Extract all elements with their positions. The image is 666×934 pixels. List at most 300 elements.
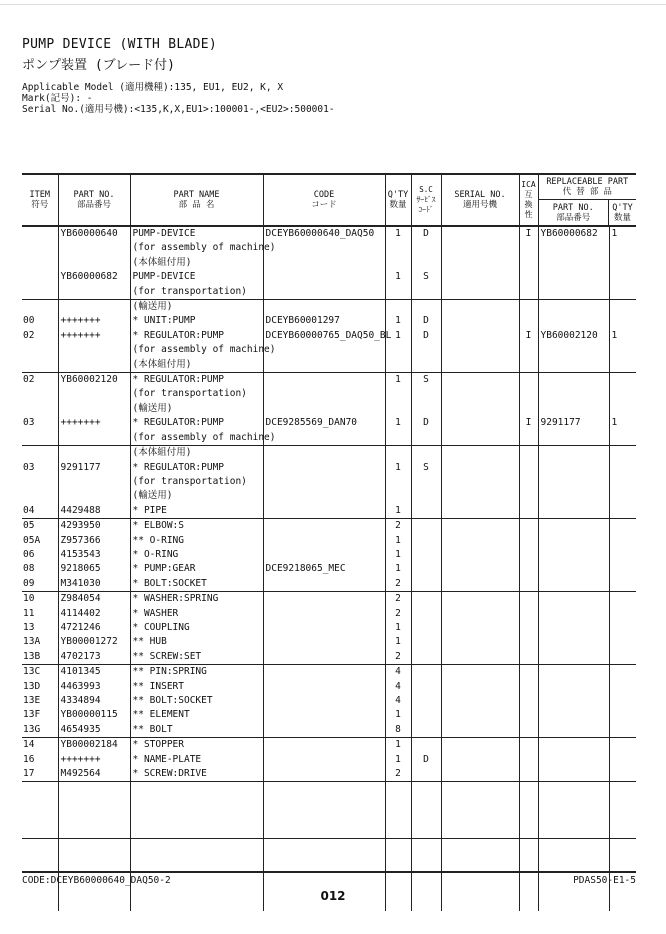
service-code-cell bbox=[411, 387, 441, 401]
item-cell: 13D bbox=[23, 680, 41, 692]
code-cell bbox=[263, 592, 385, 607]
replaceable-qty-cell bbox=[609, 548, 636, 562]
part-no-cell bbox=[58, 300, 130, 315]
service-code-cell: D bbox=[411, 314, 441, 328]
replaceable-qty-cell: 1 bbox=[609, 226, 636, 241]
table-header bbox=[22, 174, 636, 226]
ica-cell bbox=[519, 402, 538, 416]
service-code-cell bbox=[411, 650, 441, 665]
qty-cell bbox=[385, 241, 411, 255]
part-no-cell: 4153543 bbox=[58, 548, 130, 562]
service-code-cell bbox=[411, 343, 441, 357]
code-cell bbox=[263, 782, 385, 839]
code-cell bbox=[263, 461, 385, 475]
part-name-cell: ** BOLT:SOCKET bbox=[130, 694, 263, 708]
item-cell: 06 bbox=[23, 548, 35, 560]
service-code-cell: S bbox=[411, 373, 441, 388]
replaceable-qty-cell bbox=[609, 650, 636, 665]
ica-cell bbox=[519, 446, 538, 461]
qty-cell: 1 bbox=[385, 373, 411, 388]
replaceable-qty-cell bbox=[609, 314, 636, 328]
ica-cell: I bbox=[519, 226, 538, 241]
qty-cell bbox=[385, 285, 411, 300]
part-no-cell: 4334894 bbox=[58, 694, 130, 708]
ica-cell bbox=[519, 504, 538, 519]
qty-cell: 4 bbox=[385, 680, 411, 694]
ica-cell bbox=[519, 592, 538, 607]
replaceable-part-cell bbox=[538, 635, 609, 649]
service-code-cell bbox=[411, 680, 441, 694]
table-row bbox=[22, 592, 636, 607]
replaceable-part-cell bbox=[538, 534, 609, 548]
code-cell bbox=[263, 256, 385, 270]
replaceable-part-cell bbox=[538, 475, 609, 489]
replaceable-part-cell bbox=[538, 607, 609, 621]
code-cell bbox=[263, 723, 385, 738]
ica-cell bbox=[519, 461, 538, 475]
part-name-cell: ** INSERT bbox=[130, 680, 263, 694]
service-code-cell: D bbox=[411, 753, 441, 767]
service-code-cell bbox=[411, 738, 441, 753]
serial-no-cell bbox=[441, 373, 519, 388]
code-cell bbox=[263, 767, 385, 782]
item-cell: 04 bbox=[23, 504, 35, 516]
item-cell bbox=[22, 358, 58, 373]
item-cell: 13F bbox=[23, 709, 41, 721]
part-name-cell: (for transportation) bbox=[130, 285, 263, 300]
replaceable-qty-cell bbox=[609, 592, 636, 607]
serial-no-cell bbox=[441, 475, 519, 489]
part-no-cell bbox=[58, 241, 130, 255]
table-row bbox=[22, 694, 636, 708]
part-name-cell: * WASHER:SPRING bbox=[130, 592, 263, 607]
service-code-cell bbox=[411, 256, 441, 270]
part-no-cell: 4654935 bbox=[58, 723, 130, 738]
item-cell bbox=[22, 782, 58, 839]
serial-no-cell bbox=[441, 577, 519, 592]
part-name-cell: * O-RING bbox=[130, 548, 263, 562]
table-row bbox=[22, 402, 636, 416]
qty-cell: 1 bbox=[385, 753, 411, 767]
col-serial-no: SERIAL NO. 適用号機 bbox=[441, 174, 519, 226]
part-no-cell: Z957366 bbox=[58, 534, 130, 548]
ica-cell bbox=[519, 431, 538, 446]
replaceable-qty-cell bbox=[609, 489, 636, 503]
service-code-cell bbox=[411, 562, 441, 576]
qty-cell: 1 bbox=[385, 270, 411, 284]
serial-no-cell bbox=[441, 285, 519, 300]
service-code-cell bbox=[411, 402, 441, 416]
part-no-cell bbox=[58, 402, 130, 416]
ica-cell bbox=[519, 300, 538, 315]
service-code-cell bbox=[411, 504, 441, 519]
part-name-cell: * UNIT:PUMP bbox=[130, 314, 263, 328]
part-no-cell: Z984054 bbox=[58, 592, 130, 607]
serial-no-cell bbox=[441, 680, 519, 694]
item-cell bbox=[22, 402, 58, 416]
service-code-cell: D bbox=[411, 329, 441, 343]
code-cell bbox=[263, 665, 385, 680]
part-no-cell: 4702173 bbox=[58, 650, 130, 665]
code-cell bbox=[263, 621, 385, 635]
item-cell: 05 bbox=[22, 519, 58, 534]
bottom-rule bbox=[22, 871, 636, 873]
part-no-cell: M341030 bbox=[58, 577, 130, 592]
item-cell: 13B bbox=[23, 650, 41, 662]
code-cell bbox=[263, 270, 385, 284]
part-name-cell: (for assembly of machine) bbox=[130, 343, 263, 357]
replaceable-part-cell bbox=[538, 650, 609, 665]
replaceable-part-cell bbox=[538, 680, 609, 694]
item-cell: 08 bbox=[23, 563, 35, 575]
code-cell bbox=[263, 373, 385, 388]
serial-no-cell bbox=[441, 753, 519, 767]
code-cell bbox=[263, 241, 385, 255]
code-cell bbox=[263, 680, 385, 694]
replaceable-qty-cell bbox=[609, 782, 636, 839]
table-row bbox=[22, 782, 636, 839]
service-code-cell bbox=[411, 446, 441, 461]
part-name-cell bbox=[130, 782, 263, 839]
qty-cell: 1 bbox=[385, 226, 411, 241]
serial-line: Serial No.(適用号機):<135,K,X,EU1>:100001-,<EU2>:500001- bbox=[22, 104, 335, 115]
table-row bbox=[22, 387, 636, 401]
serial-no-cell bbox=[441, 548, 519, 562]
qty-cell: 1 bbox=[385, 314, 411, 328]
item-cell: 10 bbox=[22, 592, 58, 607]
item-cell: 09 bbox=[23, 577, 35, 589]
code-cell: DCEYB60000765_DAQ50_BL bbox=[263, 329, 385, 343]
table-row bbox=[22, 446, 636, 461]
replaceable-part-cell bbox=[538, 343, 609, 357]
replaceable-part-cell bbox=[538, 577, 609, 592]
replaceable-qty-cell bbox=[609, 607, 636, 621]
item-cell: 00 bbox=[23, 315, 35, 327]
part-no-cell: +++++++ bbox=[58, 314, 130, 328]
item-cell bbox=[22, 300, 58, 315]
item-cell: 13C bbox=[22, 665, 58, 680]
part-name-cell: PUMP-DEVICE bbox=[130, 226, 263, 241]
table-row bbox=[22, 504, 636, 519]
replaceable-qty-cell bbox=[609, 504, 636, 519]
part-no-cell: M492564 bbox=[58, 767, 130, 782]
col-item: ITEM 符号 bbox=[22, 174, 58, 226]
code-cell bbox=[263, 431, 385, 446]
code-cell bbox=[263, 300, 385, 315]
serial-no-cell bbox=[441, 489, 519, 503]
part-name-cell: * REGULATOR:PUMP bbox=[130, 329, 263, 343]
replaceable-part-cell bbox=[538, 402, 609, 416]
serial-no-cell bbox=[441, 387, 519, 401]
code-cell bbox=[263, 753, 385, 767]
service-code-cell bbox=[411, 708, 441, 722]
replaceable-qty-cell bbox=[609, 402, 636, 416]
item-cell bbox=[22, 285, 58, 300]
replaceable-part-cell bbox=[538, 387, 609, 401]
serial-no-cell bbox=[441, 607, 519, 621]
part-name-cell: (輸送用) bbox=[130, 300, 263, 315]
serial-no-cell bbox=[441, 504, 519, 519]
part-name-cell: * BOLT:SOCKET bbox=[130, 577, 263, 592]
replaceable-qty-cell bbox=[609, 300, 636, 315]
replaceable-qty-cell bbox=[609, 577, 636, 592]
table-row bbox=[22, 577, 636, 592]
table-row bbox=[22, 358, 636, 373]
code-cell bbox=[263, 694, 385, 708]
serial-no-cell bbox=[441, 314, 519, 328]
part-no-cell: YB00002184 bbox=[58, 738, 130, 753]
replaceable-part-cell bbox=[538, 314, 609, 328]
code-cell bbox=[263, 358, 385, 373]
service-code-cell bbox=[411, 475, 441, 489]
replaceable-part-cell bbox=[538, 592, 609, 607]
service-code-cell bbox=[411, 665, 441, 680]
item-cell bbox=[22, 489, 58, 503]
item-cell: 03 bbox=[23, 417, 35, 429]
ica-cell bbox=[519, 607, 538, 621]
qty-cell bbox=[385, 431, 411, 446]
replaceable-qty-cell: 1 bbox=[609, 329, 636, 343]
qty-cell: 2 bbox=[385, 767, 411, 782]
serial-no-cell bbox=[441, 402, 519, 416]
serial-no-cell bbox=[441, 767, 519, 782]
serial-no-cell bbox=[441, 738, 519, 753]
replaceable-part-cell bbox=[538, 489, 609, 503]
serial-no-cell bbox=[441, 241, 519, 255]
part-no-cell: 4114402 bbox=[58, 607, 130, 621]
part-name-cell: * ELBOW:S bbox=[130, 519, 263, 534]
service-code-cell bbox=[411, 782, 441, 839]
serial-no-cell bbox=[441, 270, 519, 284]
part-name-cell: ** BOLT bbox=[130, 723, 263, 738]
replaceable-qty-cell bbox=[609, 753, 636, 767]
ica-cell bbox=[519, 241, 538, 255]
qty-cell: 4 bbox=[385, 694, 411, 708]
replaceable-part-cell bbox=[538, 694, 609, 708]
qty-cell: 8 bbox=[385, 723, 411, 738]
col-replaceable-part: REPLACEABLE PART 代 替 部 品 PART NO. 部品番号 Q'TY 数量 bbox=[538, 174, 636, 226]
service-code-cell bbox=[411, 548, 441, 562]
part-no-cell: 4721246 bbox=[58, 621, 130, 635]
part-name-cell: (本体組付用) bbox=[130, 446, 263, 461]
serial-no-cell bbox=[441, 329, 519, 343]
col-service-code: S.C ｻｰﾋﾞｽ ｺｰﾄﾞ bbox=[411, 174, 441, 226]
replaceable-part-cell bbox=[538, 300, 609, 315]
ica-cell bbox=[519, 256, 538, 270]
ica-cell bbox=[519, 738, 538, 753]
service-code-cell: D bbox=[411, 416, 441, 430]
serial-no-cell bbox=[441, 650, 519, 665]
replaceable-qty-cell: 1 bbox=[609, 416, 636, 430]
part-name-cell: (for assembly of machine) bbox=[130, 241, 263, 255]
qty-cell bbox=[385, 402, 411, 416]
part-no-cell: +++++++ bbox=[58, 329, 130, 343]
code-cell: DCEYB60001297 bbox=[263, 314, 385, 328]
replaceable-part-cell bbox=[538, 562, 609, 576]
table-row bbox=[22, 767, 636, 782]
table-row bbox=[22, 562, 636, 576]
table-row bbox=[22, 738, 636, 753]
ica-cell bbox=[519, 782, 538, 839]
part-name-cell: * PIPE bbox=[130, 504, 263, 519]
service-code-cell bbox=[411, 592, 441, 607]
qty-cell: 1 bbox=[385, 329, 411, 343]
table-row bbox=[22, 607, 636, 621]
footer-code: CODE:DCEYB60000640_DAQ50-2 bbox=[22, 875, 171, 886]
replaceable-qty-cell bbox=[609, 256, 636, 270]
replaceable-qty-cell bbox=[609, 534, 636, 548]
replaceable-part-cell bbox=[538, 373, 609, 388]
replaceable-part-cell bbox=[538, 782, 609, 839]
replaceable-part-cell: YB60000682 bbox=[538, 226, 609, 241]
part-no-cell bbox=[58, 475, 130, 489]
table-row bbox=[22, 534, 636, 548]
part-name-cell: ** PIN:SPRING bbox=[130, 665, 263, 680]
code-cell bbox=[263, 635, 385, 649]
part-no-cell: +++++++ bbox=[58, 753, 130, 767]
service-code-cell bbox=[411, 519, 441, 534]
part-no-cell: 4463993 bbox=[58, 680, 130, 694]
code-cell bbox=[263, 738, 385, 753]
ica-cell bbox=[519, 665, 538, 680]
table-row bbox=[22, 475, 636, 489]
part-name-cell: * STOPPER bbox=[130, 738, 263, 753]
table-row bbox=[22, 256, 636, 270]
serial-no-cell bbox=[441, 446, 519, 461]
replaceable-qty-cell bbox=[609, 767, 636, 782]
service-code-cell bbox=[411, 285, 441, 300]
mark-line: Mark(記号): - bbox=[22, 93, 93, 104]
qty-cell: 1 bbox=[385, 548, 411, 562]
part-name-cell: * WASHER bbox=[130, 607, 263, 621]
qty-cell: 2 bbox=[385, 577, 411, 592]
part-no-cell: YB60002120 bbox=[58, 373, 130, 388]
qty-cell: 1 bbox=[385, 635, 411, 649]
item-cell: 02 bbox=[22, 373, 58, 388]
part-no-cell bbox=[58, 782, 130, 839]
serial-no-cell bbox=[441, 416, 519, 430]
replaceable-part-cell bbox=[538, 519, 609, 534]
part-no-cell: 9218065 bbox=[58, 562, 130, 576]
replaceable-qty-cell bbox=[609, 680, 636, 694]
part-name-cell: ** HUB bbox=[130, 635, 263, 649]
parts-table bbox=[22, 173, 636, 911]
service-code-cell bbox=[411, 694, 441, 708]
col-code: CODE コード bbox=[263, 174, 385, 226]
service-code-cell bbox=[411, 577, 441, 592]
table-row bbox=[22, 519, 636, 534]
code-cell bbox=[263, 489, 385, 503]
qty-cell: 1 bbox=[385, 708, 411, 722]
part-no-cell: YB00000115 bbox=[58, 708, 130, 722]
table-row bbox=[22, 621, 636, 635]
service-code-cell bbox=[411, 607, 441, 621]
ica-cell: I bbox=[519, 416, 538, 430]
table-row bbox=[22, 680, 636, 694]
serial-no-cell bbox=[441, 519, 519, 534]
serial-no-cell bbox=[441, 562, 519, 576]
qty-cell: 2 bbox=[385, 650, 411, 665]
qty-cell: 2 bbox=[385, 592, 411, 607]
qty-cell: 1 bbox=[385, 416, 411, 430]
part-no-cell bbox=[58, 446, 130, 461]
replaceable-qty-cell bbox=[609, 708, 636, 722]
code-cell bbox=[263, 387, 385, 401]
page-number: 012 bbox=[320, 889, 346, 903]
replaceable-qty-cell bbox=[609, 738, 636, 753]
applicable-model: Applicable Model (適用機種):135, EU1, EU2, K, X bbox=[22, 82, 284, 93]
ica-cell bbox=[519, 387, 538, 401]
ica-cell bbox=[519, 489, 538, 503]
replaceable-part-cell bbox=[538, 621, 609, 635]
replaceable-part-cell bbox=[538, 270, 609, 284]
item-cell: 11 bbox=[23, 607, 35, 619]
replaceable-part-cell bbox=[538, 767, 609, 782]
serial-no-cell bbox=[441, 694, 519, 708]
replaceable-qty-cell bbox=[609, 519, 636, 534]
part-name-cell: ** ELEMENT bbox=[130, 708, 263, 722]
qty-cell bbox=[385, 358, 411, 373]
replaceable-qty-cell bbox=[609, 387, 636, 401]
serial-no-cell bbox=[441, 708, 519, 722]
qty-cell bbox=[385, 387, 411, 401]
ica-cell bbox=[519, 635, 538, 649]
part-name-cell: * REGULATOR:PUMP bbox=[130, 461, 263, 475]
qty-cell: 1 bbox=[385, 621, 411, 635]
replaceable-part-cell bbox=[538, 461, 609, 475]
table-row bbox=[22, 650, 636, 665]
item-cell bbox=[22, 270, 58, 284]
ica-cell bbox=[519, 343, 538, 357]
replaceable-qty-cell bbox=[609, 635, 636, 649]
replaceable-part-cell bbox=[538, 241, 609, 255]
item-cell: 13 bbox=[23, 621, 35, 633]
service-code-cell: S bbox=[411, 461, 441, 475]
ica-cell bbox=[519, 548, 538, 562]
replaceable-part-cell bbox=[538, 446, 609, 461]
table-row bbox=[22, 461, 636, 475]
ica-cell bbox=[519, 562, 538, 576]
item-cell: 13A bbox=[23, 636, 41, 648]
item-cell bbox=[22, 241, 58, 255]
part-no-cell bbox=[58, 358, 130, 373]
replaceable-qty-cell bbox=[609, 461, 636, 475]
ica-cell bbox=[519, 577, 538, 592]
ica-cell bbox=[519, 373, 538, 388]
part-name-cell: (for assembly of machine) bbox=[130, 431, 263, 446]
part-no-cell bbox=[58, 387, 130, 401]
ica-cell bbox=[519, 519, 538, 534]
code-cell bbox=[263, 607, 385, 621]
item-cell bbox=[22, 475, 58, 489]
qty-cell: 1 bbox=[385, 504, 411, 519]
part-no-cell: YB00001272 bbox=[58, 635, 130, 649]
part-no-cell bbox=[58, 256, 130, 270]
code-cell bbox=[263, 534, 385, 548]
service-code-cell bbox=[411, 489, 441, 503]
replaceable-part-cell bbox=[538, 723, 609, 738]
replaceable-qty-cell bbox=[609, 343, 636, 357]
ica-cell bbox=[519, 270, 538, 284]
replaceable-part-cell bbox=[538, 256, 609, 270]
part-no-cell: 9291177 bbox=[58, 461, 130, 475]
part-name-cell: (輸送用) bbox=[130, 402, 263, 416]
ica-cell bbox=[519, 708, 538, 722]
item-cell bbox=[22, 446, 58, 461]
ica-cell bbox=[519, 358, 538, 373]
replaceable-qty-cell bbox=[609, 562, 636, 576]
part-name-cell: (本体組付用) bbox=[130, 256, 263, 270]
